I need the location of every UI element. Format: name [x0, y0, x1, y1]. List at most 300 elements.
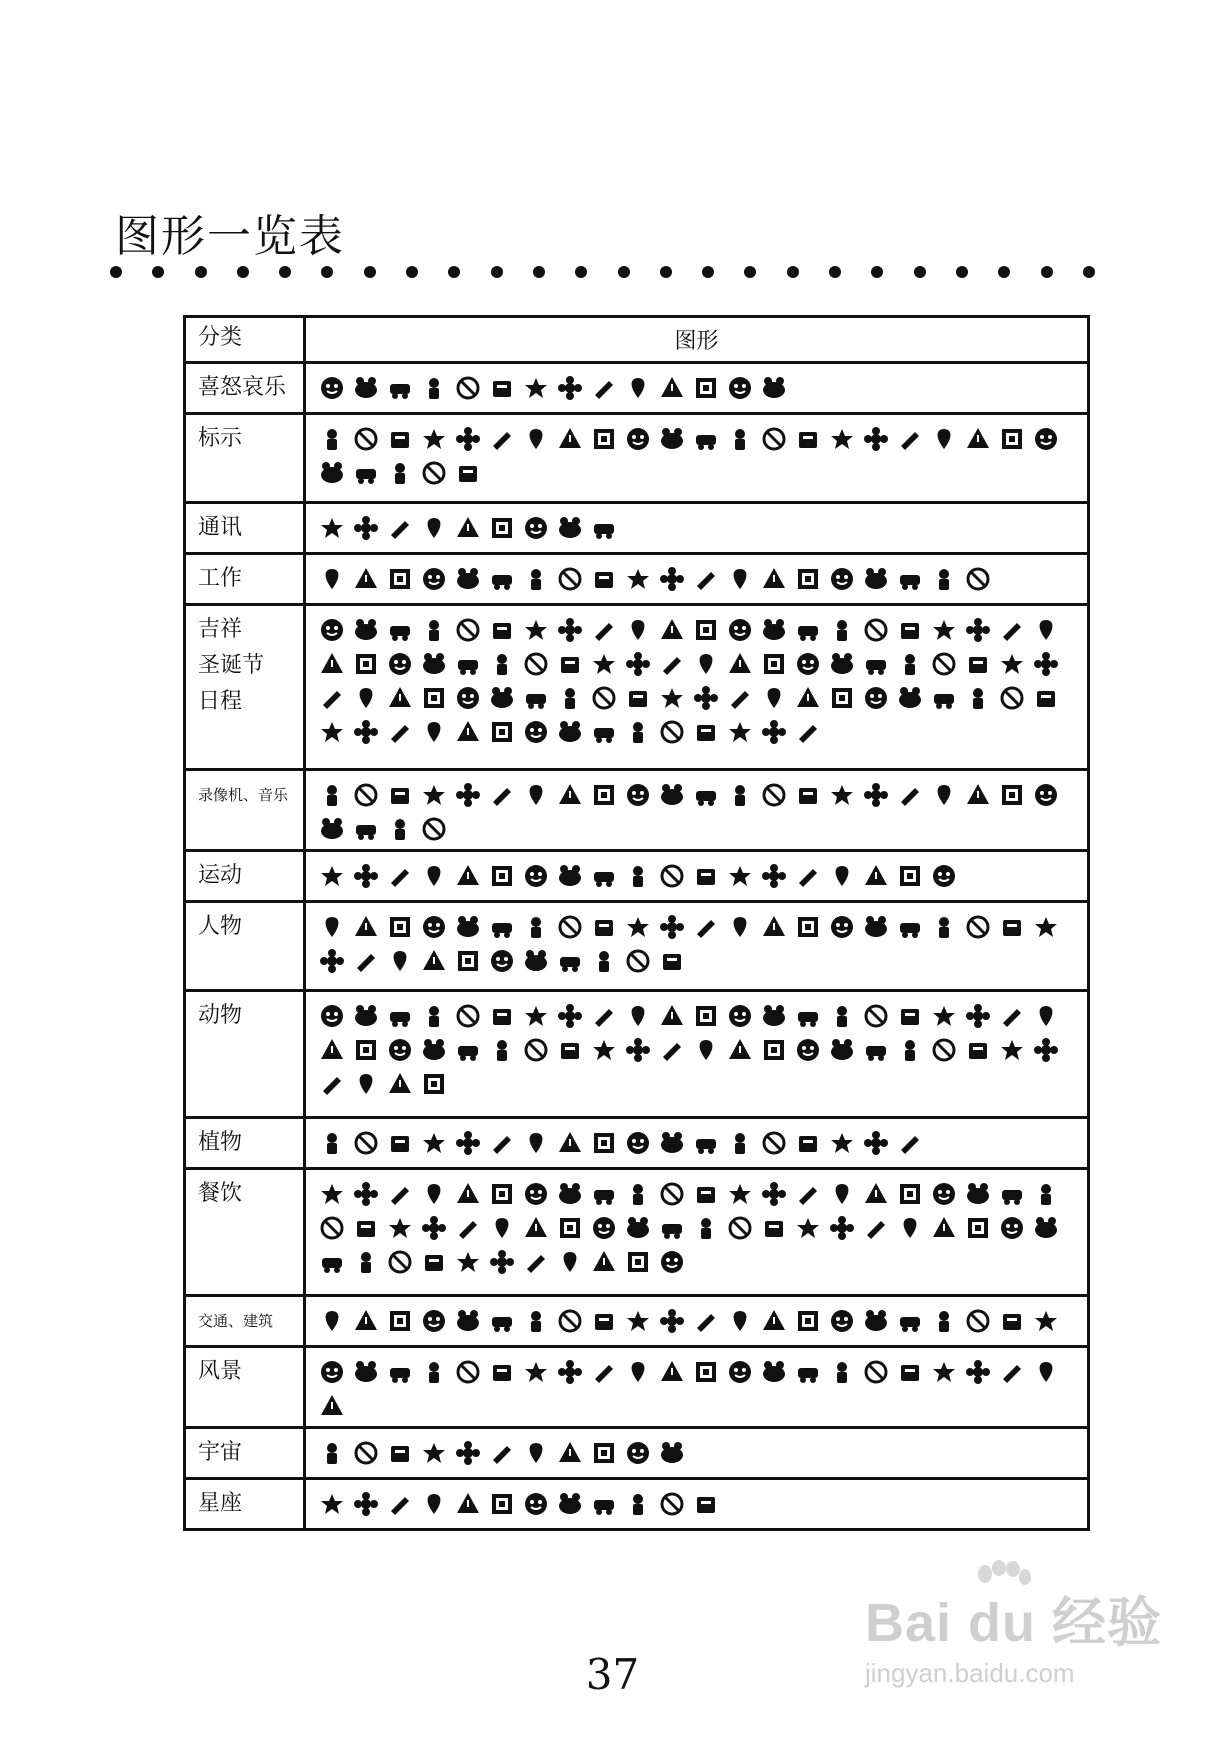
- pictogram-icon: [352, 616, 380, 644]
- pictogram-icon: [692, 781, 720, 809]
- pictogram-icon: [556, 1439, 584, 1467]
- pictogram-icon: [624, 1129, 652, 1157]
- pictogram-icon: [794, 1214, 822, 1242]
- pictogram-icon: [658, 1036, 686, 1064]
- pictogram-icon: [454, 913, 482, 941]
- glyph-list: [306, 504, 1087, 552]
- divider-dot: [956, 266, 968, 278]
- pictogram-icon: [726, 425, 754, 453]
- pictogram-icon: [862, 1129, 890, 1157]
- pictogram-icon: [692, 650, 720, 678]
- pictogram-icon: [386, 1129, 414, 1157]
- pictogram-icon: [386, 947, 414, 975]
- table-header-row: [186, 318, 1087, 364]
- pictogram-icon: [726, 684, 754, 712]
- pictogram-icon: [624, 1490, 652, 1518]
- pictogram-icon: [760, 1036, 788, 1064]
- pictogram-icon: [454, 374, 482, 402]
- dotted-divider: [110, 266, 1095, 280]
- pictogram-icon: [386, 565, 414, 593]
- pictogram-icon: [420, 565, 448, 593]
- divider-dot: [110, 266, 122, 278]
- pictogram-icon: [590, 913, 618, 941]
- pictogram-icon: [692, 425, 720, 453]
- pictogram-icon: [318, 862, 346, 890]
- pictogram-icon: [658, 565, 686, 593]
- pictogram-icon: [658, 718, 686, 746]
- pictogram-icon: [624, 1002, 652, 1030]
- pictogram-icon: [760, 1358, 788, 1386]
- pictogram-icon: [794, 1307, 822, 1335]
- pictogram-icon: [590, 1129, 618, 1157]
- pictogram-icon: [352, 650, 380, 678]
- pictogram-icon: [862, 650, 890, 678]
- pictogram-icon: [420, 947, 448, 975]
- pictogram-icon: [896, 913, 924, 941]
- pictogram-icon: [896, 684, 924, 712]
- pictogram-icon: [692, 1002, 720, 1030]
- pictogram-icon: [896, 650, 924, 678]
- pictogram-icon: [386, 913, 414, 941]
- pictogram-icon: [522, 374, 550, 402]
- pictogram-icon: [624, 1180, 652, 1208]
- pictogram-icon: [862, 565, 890, 593]
- pictogram-icon: [352, 815, 380, 843]
- pictogram-icon: [862, 684, 890, 712]
- pictogram-icon: [454, 1129, 482, 1157]
- glyph-list: [306, 903, 1087, 989]
- pictogram-icon: [590, 1248, 618, 1276]
- pictogram-icon: [964, 650, 992, 678]
- pictogram-icon: [488, 718, 516, 746]
- pictogram-icon: [352, 1439, 380, 1467]
- pictogram-icon: [522, 514, 550, 542]
- pictogram-icon: [794, 565, 822, 593]
- page-title: 图形一览表: [115, 211, 345, 262]
- pictogram-icon: [420, 1036, 448, 1064]
- pictogram-icon: [318, 1214, 346, 1242]
- table-row: [186, 1480, 1087, 1528]
- divider-dot: [364, 266, 376, 278]
- page-number: 37: [585, 1650, 640, 1699]
- pictogram-icon: [794, 650, 822, 678]
- pictogram-icon: [556, 514, 584, 542]
- pictogram-icon: [590, 718, 618, 746]
- category-label: 风景: [186, 1348, 306, 1426]
- pictogram-icon: [318, 459, 346, 487]
- category-label: 录像机、音乐: [186, 771, 306, 849]
- divider-dot: [321, 266, 333, 278]
- pictogram-icon: [624, 913, 652, 941]
- pictogram-icon: [828, 425, 856, 453]
- pictogram-icon: [794, 913, 822, 941]
- pictogram-icon: [386, 684, 414, 712]
- pictogram-icon: [692, 616, 720, 644]
- pictogram-icon: [352, 1002, 380, 1030]
- pictogram-icon: [420, 862, 448, 890]
- pictogram-icon: [862, 781, 890, 809]
- pictogram-icon: [896, 1002, 924, 1030]
- table-row: [186, 555, 1087, 606]
- divider-dot: [702, 266, 714, 278]
- divider-dot: [195, 266, 207, 278]
- pictogram-icon: [590, 616, 618, 644]
- pictogram-icon: [488, 1036, 516, 1064]
- pictogram-icon: [556, 947, 584, 975]
- pictogram-icon: [998, 1307, 1026, 1335]
- pictogram-icon: [930, 1358, 958, 1386]
- pictogram-icon: [386, 1036, 414, 1064]
- pictogram-icon: [896, 781, 924, 809]
- pictogram-icon: [488, 1358, 516, 1386]
- pictogram-icon: [522, 718, 550, 746]
- baidu-watermark: [865, 1560, 1185, 1690]
- pictogram-icon: [760, 650, 788, 678]
- pictogram-icon: [828, 565, 856, 593]
- pictogram-icon: [726, 1358, 754, 1386]
- pictogram-icon: [760, 862, 788, 890]
- pictogram-icon: [556, 1490, 584, 1518]
- pictogram-icon: [454, 650, 482, 678]
- pictogram-icon: [454, 514, 482, 542]
- pictogram-icon: [488, 1180, 516, 1208]
- pictogram-icon: [522, 684, 550, 712]
- pictogram-icon: [454, 1439, 482, 1467]
- pictogram-icon: [998, 1214, 1026, 1242]
- pictogram-icon: [318, 1490, 346, 1518]
- pictogram-icon: [624, 374, 652, 402]
- divider-dot: [618, 266, 630, 278]
- pictogram-icon: [420, 1307, 448, 1335]
- pictogram-icon: [318, 781, 346, 809]
- pictogram-icon: [420, 1002, 448, 1030]
- category-label: 喜怒哀乐: [186, 364, 306, 412]
- glyph-list: [306, 415, 1087, 501]
- pictogram-icon: [386, 1490, 414, 1518]
- pictogram-icon: [420, 616, 448, 644]
- pictogram-icon: [624, 781, 652, 809]
- pictogram-icon: [794, 1129, 822, 1157]
- pictogram-icon: [726, 1129, 754, 1157]
- pictogram-icon: [726, 718, 754, 746]
- pictogram-icon: [930, 1214, 958, 1242]
- pictogram-icon: [624, 1248, 652, 1276]
- pictogram-icon: [726, 1180, 754, 1208]
- pictogram-icon: [998, 913, 1026, 941]
- pictogram-icon: [692, 1180, 720, 1208]
- pictogram-icon: [454, 425, 482, 453]
- pictogram-icon: [794, 684, 822, 712]
- table-row: [186, 1170, 1087, 1297]
- pictogram-icon: [658, 781, 686, 809]
- table-row: [186, 903, 1087, 992]
- pictogram-icon: [862, 1002, 890, 1030]
- pictogram-icon: [488, 565, 516, 593]
- pictogram-icon: [794, 1036, 822, 1064]
- pictogram-icon: [420, 1248, 448, 1276]
- pictogram-icon: [726, 1036, 754, 1064]
- pictogram-icon: [998, 616, 1026, 644]
- pictogram-icon: [1032, 1307, 1060, 1335]
- pictogram-icon: [964, 1036, 992, 1064]
- pictogram-icon: [318, 815, 346, 843]
- pictogram-icon: [828, 1358, 856, 1386]
- pictogram-icon: [318, 514, 346, 542]
- pictogram-icon: [828, 1036, 856, 1064]
- pictogram-icon: [488, 684, 516, 712]
- glyph-list: [306, 771, 1087, 849]
- pictogram-icon: [760, 425, 788, 453]
- pictogram-icon: [318, 684, 346, 712]
- pictogram-icon: [692, 1129, 720, 1157]
- pictogram-icon: [352, 684, 380, 712]
- pictogram-icon: [658, 862, 686, 890]
- pictogram-icon: [658, 1307, 686, 1335]
- pictogram-icon: [454, 1358, 482, 1386]
- pictogram-icon: [352, 1070, 380, 1098]
- pictogram-icon: [352, 1180, 380, 1208]
- pictogram-icon: [930, 913, 958, 941]
- divider-dot: [237, 266, 249, 278]
- pictogram-icon: [318, 1439, 346, 1467]
- pictogram-icon: [420, 718, 448, 746]
- pictogram-icon: [760, 1307, 788, 1335]
- pictogram-icon: [556, 1248, 584, 1276]
- pictogram-icon: [794, 862, 822, 890]
- pictogram-icon: [556, 374, 584, 402]
- pictogram-icon: [454, 1307, 482, 1335]
- pictogram-icon: [352, 1358, 380, 1386]
- pictogram-icon: [556, 684, 584, 712]
- pictogram-icon: [420, 913, 448, 941]
- watermark-url: jingyan.baidu.com: [865, 1658, 1075, 1688]
- divider-dot: [871, 266, 883, 278]
- table-row: [186, 1429, 1087, 1480]
- pictogram-icon: [318, 1129, 346, 1157]
- pictogram-icon: [488, 374, 516, 402]
- pictogram-icon: [828, 862, 856, 890]
- pictogram-icon: [454, 1180, 482, 1208]
- pictogram-icon: [794, 781, 822, 809]
- pictogram-icon: [352, 947, 380, 975]
- pictogram-icon: [420, 1180, 448, 1208]
- pictogram-icon: [488, 1439, 516, 1467]
- pictogram-icon: [522, 1490, 550, 1518]
- pictogram-icon: [352, 514, 380, 542]
- pictogram-icon: [352, 1248, 380, 1276]
- pictogram-icon: [352, 1036, 380, 1064]
- pictogram-icon: [420, 1439, 448, 1467]
- pictogram-icon: [318, 947, 346, 975]
- pictogram-icon: [760, 913, 788, 941]
- pictogram-icon: [488, 913, 516, 941]
- pictogram-icon: [998, 781, 1026, 809]
- pictogram-icon: [930, 862, 958, 890]
- pictogram-icon: [658, 1490, 686, 1518]
- pictogram-icon: [522, 650, 550, 678]
- pictogram-icon: [318, 1358, 346, 1386]
- pictogram-icon: [386, 425, 414, 453]
- pictogram-icon: [862, 1036, 890, 1064]
- pictogram-icon: [760, 565, 788, 593]
- pictogram-icon: [692, 862, 720, 890]
- pictogram-icon: [794, 1002, 822, 1030]
- pictogram-icon: [522, 1358, 550, 1386]
- table-row: [186, 1297, 1087, 1348]
- pictogram-icon: [964, 781, 992, 809]
- pictogram-icon: [794, 616, 822, 644]
- pictogram-icon: [658, 1129, 686, 1157]
- category-label: 标示: [186, 415, 306, 501]
- pictogram-icon: [488, 514, 516, 542]
- pictogram-icon: [862, 913, 890, 941]
- divider-dot: [279, 266, 291, 278]
- pictogram-icon: [556, 862, 584, 890]
- pictogram-icon: [556, 1358, 584, 1386]
- category-label: 工作: [186, 555, 306, 603]
- pictogram-icon: [556, 913, 584, 941]
- pictogram-icon: [522, 781, 550, 809]
- pictogram-icon: [1032, 781, 1060, 809]
- pictogram-icon: [488, 1248, 516, 1276]
- glyph-list: [306, 1480, 1087, 1528]
- pictogram-icon: [318, 1002, 346, 1030]
- pictogram-icon: [556, 718, 584, 746]
- pictogram-icon: [556, 616, 584, 644]
- pictogram-icon: [352, 1490, 380, 1518]
- pictogram-icon: [386, 1307, 414, 1335]
- pictogram-icon: [964, 684, 992, 712]
- pictogram-icon: [488, 1129, 516, 1157]
- pictogram-icon: [692, 913, 720, 941]
- pictogram-icon: [658, 650, 686, 678]
- divider-dot: [491, 266, 503, 278]
- pictogram-icon: [522, 616, 550, 644]
- pictogram-icon: [930, 1036, 958, 1064]
- pictogram-icon: [692, 1307, 720, 1335]
- glyph-list: [306, 992, 1087, 1116]
- pictogram-icon: [930, 616, 958, 644]
- pictogram-icon: [624, 565, 652, 593]
- divider-dot: [152, 266, 164, 278]
- pictogram-icon: [624, 1358, 652, 1386]
- pictogram-icon: [624, 1214, 652, 1242]
- pictogram-icon: [964, 1358, 992, 1386]
- pictogram-icon: [1032, 1358, 1060, 1386]
- pictogram-icon: [726, 374, 754, 402]
- pictogram-icon: [692, 1490, 720, 1518]
- pictogram-icon: [658, 1002, 686, 1030]
- pictogram-icon: [1032, 1036, 1060, 1064]
- pictogram-icon: [964, 1180, 992, 1208]
- pictogram-icon: [998, 1036, 1026, 1064]
- pictogram-icon: [318, 616, 346, 644]
- pictogram-icon: [828, 616, 856, 644]
- pictogram-icon: [896, 616, 924, 644]
- pictogram-icon: [862, 1214, 890, 1242]
- pictogram-icon: [590, 1490, 618, 1518]
- divider-dot: [914, 266, 926, 278]
- pictogram-icon: [454, 947, 482, 975]
- category-label: 人物: [186, 903, 306, 989]
- pictogram-icon: [318, 1307, 346, 1335]
- pictogram-icon: [522, 565, 550, 593]
- table-row: [186, 992, 1087, 1119]
- pictogram-icon: [386, 862, 414, 890]
- pictogram-icon: [420, 514, 448, 542]
- pictogram-icon: [658, 947, 686, 975]
- glyph-list: [306, 364, 1087, 412]
- pictogram-icon: [930, 1180, 958, 1208]
- pictogram-icon: [590, 374, 618, 402]
- pictogram-icon: [488, 947, 516, 975]
- pictogram-icon: [386, 1439, 414, 1467]
- pictogram-icon: [658, 616, 686, 644]
- pictogram-icon: [488, 781, 516, 809]
- category-label: 交通、建筑: [186, 1297, 306, 1345]
- pictogram-icon: [352, 425, 380, 453]
- category-label: 宇宙: [186, 1429, 306, 1477]
- pictogram-icon: [454, 459, 482, 487]
- pictogram-icon: [930, 650, 958, 678]
- pictogram-icon: [794, 1358, 822, 1386]
- pictogram-icon: [318, 1180, 346, 1208]
- pictogram-icon: [896, 1129, 924, 1157]
- pictogram-icon: [692, 374, 720, 402]
- glyph-list: [306, 1348, 1087, 1426]
- pictogram-icon: [386, 815, 414, 843]
- pictogram-icon: [590, 514, 618, 542]
- glyph-list: [306, 1429, 1087, 1477]
- pictogram-icon: [590, 684, 618, 712]
- pictogram-icon: [964, 425, 992, 453]
- pictogram-icon: [386, 718, 414, 746]
- pictogram-icon: [828, 913, 856, 941]
- pictogram-icon: [896, 1214, 924, 1242]
- pictogram-icon: [726, 616, 754, 644]
- pictogram-icon: [386, 1070, 414, 1098]
- table-row: [186, 504, 1087, 555]
- table-row: [186, 364, 1087, 415]
- pictogram-icon: [454, 781, 482, 809]
- pictogram-icon: [794, 718, 822, 746]
- pictogram-icon: [590, 650, 618, 678]
- divider-dot: [533, 266, 545, 278]
- divider-dot: [1041, 266, 1053, 278]
- pictogram-icon: [1032, 425, 1060, 453]
- pictogram-icon: [998, 1002, 1026, 1030]
- pictogram-icon: [760, 1002, 788, 1030]
- pictogram-icon: [556, 425, 584, 453]
- pictogram-icon: [386, 1180, 414, 1208]
- pictogram-icon: [692, 1358, 720, 1386]
- pictogram-icon: [726, 565, 754, 593]
- pictogram-icon: [454, 565, 482, 593]
- pictogram-icon: [590, 1358, 618, 1386]
- symbol-table: [183, 315, 1090, 1531]
- glyph-list: [306, 1297, 1087, 1345]
- pictogram-icon: [590, 947, 618, 975]
- pictogram-icon: [556, 781, 584, 809]
- pictogram-icon: [726, 862, 754, 890]
- pictogram-icon: [760, 1214, 788, 1242]
- pictogram-icon: [624, 425, 652, 453]
- pictogram-icon: [1032, 1180, 1060, 1208]
- pictogram-icon: [556, 1129, 584, 1157]
- pictogram-icon: [828, 650, 856, 678]
- pictogram-icon: [420, 1129, 448, 1157]
- pictogram-icon: [556, 565, 584, 593]
